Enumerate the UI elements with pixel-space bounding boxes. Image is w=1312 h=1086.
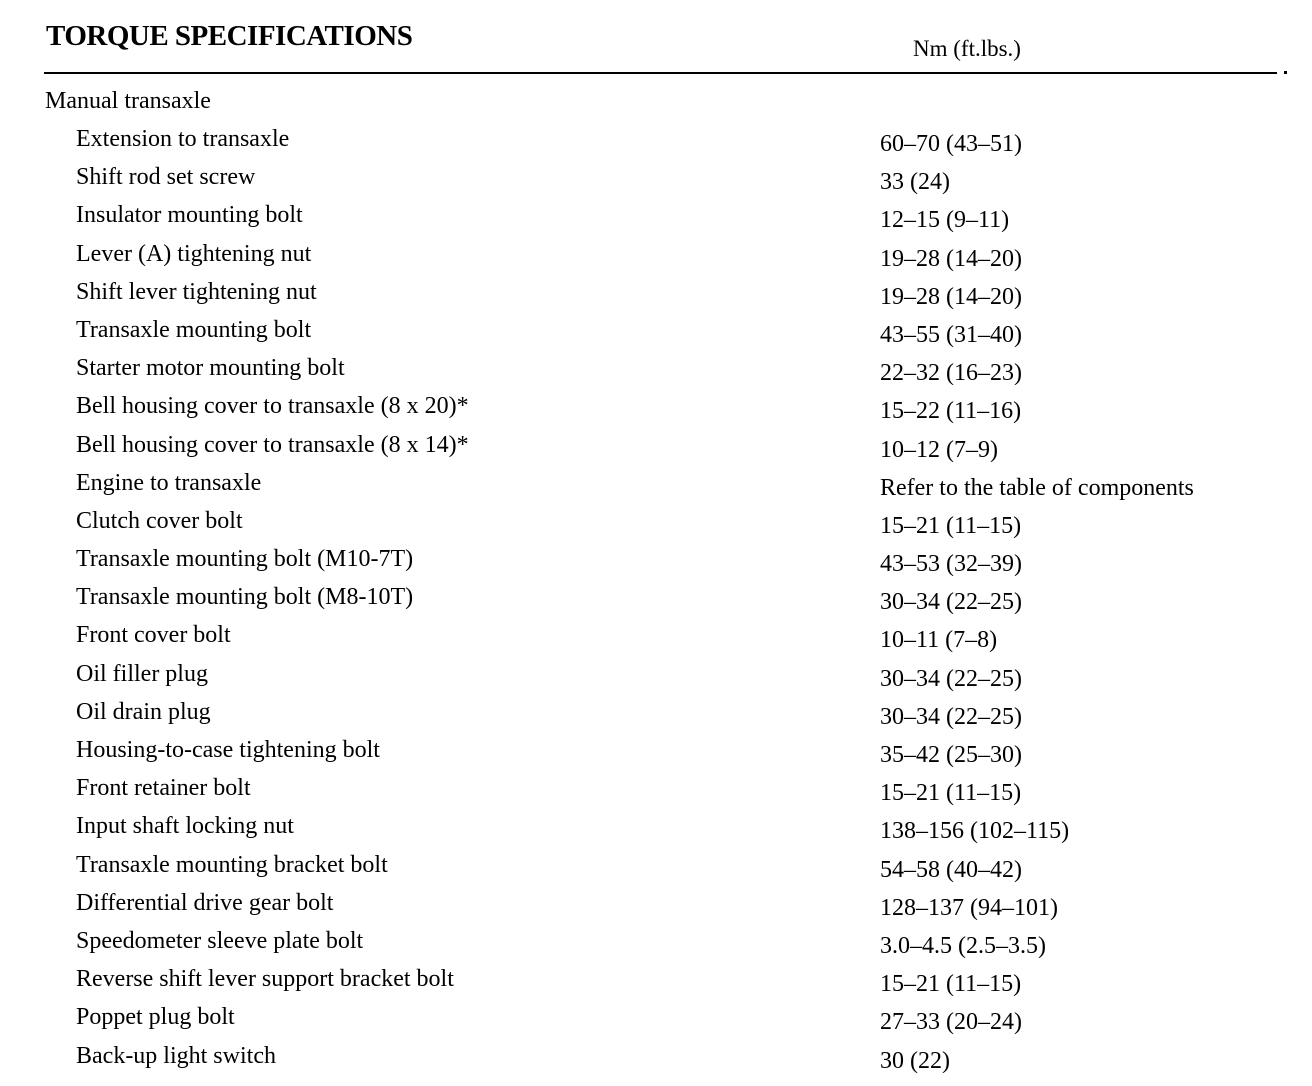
torque-value: 35–42 (25–30) (880, 742, 1022, 768)
torque-value: 27–33 (20–24) (880, 1009, 1022, 1036)
torque-value: 12–15 (9–11) (880, 207, 1010, 234)
torque-value: 43–53 (32–39) (880, 551, 1022, 578)
table-row (0, 508, 1312, 546)
table-row (0, 470, 1312, 508)
torque-value: 60–70 (43–51) (880, 131, 1022, 157)
component-name: Shift rod set screw (76, 164, 256, 191)
component-name: Engine to transaxle (76, 469, 262, 496)
torque-value: 54–58 (40–42) (880, 856, 1022, 883)
torque-value: 30–34 (22–25) (880, 589, 1022, 616)
table-row (0, 852, 1312, 890)
component-name: Front cover bolt (76, 622, 231, 649)
spec-table (0, 126, 1312, 1081)
torque-value: 3.0–4.5 (2.5–3.5) (880, 932, 1046, 959)
component-name: Insulator mounting bolt (76, 202, 303, 229)
component-name: Bell housing cover to transaxle (8 x 14)* (76, 431, 469, 458)
table-row (0, 317, 1312, 355)
torque-value: 19–28 (14–20) (880, 245, 1022, 272)
table-row (0, 1043, 1312, 1081)
table-row (0, 928, 1312, 966)
component-name: Oil drain plug (76, 698, 211, 725)
table-row (0, 355, 1312, 393)
table-row (0, 546, 1312, 584)
table-row (0, 1004, 1312, 1042)
component-name: Differential drive gear bolt (76, 889, 334, 916)
torque-value: 138–156 (102–115) (880, 818, 1070, 845)
torque-value: 15–21 (11–15) (880, 780, 1022, 807)
component-name: Oil filler plug (76, 660, 208, 687)
torque-value: 30 (22) (880, 1047, 950, 1074)
table-row (0, 775, 1312, 813)
torque-value: 43–55 (31–40) (880, 321, 1022, 348)
component-name: Shift lever tightening nut (76, 278, 317, 305)
torque-value: Refer to the table of components (880, 474, 1194, 501)
table-row (0, 622, 1312, 660)
units-column-header: Nm (ft.lbs.) (913, 36, 1021, 61)
component-name: Clutch cover bolt (76, 507, 243, 534)
component-name: Speedometer sleeve plate bolt (76, 927, 364, 954)
divider-end-mark (1284, 71, 1287, 74)
torque-value: 22–32 (16–23) (880, 360, 1022, 387)
component-name: Input shaft locking nut (76, 813, 294, 840)
component-name: Poppet plug bolt (76, 1004, 235, 1031)
table-row (0, 432, 1312, 470)
table-row (0, 966, 1312, 1004)
table-row (0, 661, 1312, 699)
table-row (0, 699, 1312, 737)
torque-value: 15–21 (11–15) (880, 512, 1022, 539)
table-row (0, 393, 1312, 431)
table-row (0, 584, 1312, 622)
component-name: Transaxle mounting bracket bolt (76, 851, 388, 878)
table-row (0, 813, 1312, 851)
page-title: TORQUE SPECIFICATIONS (46, 20, 413, 52)
component-name: Reverse shift lever support bracket bolt (76, 966, 454, 993)
torque-value: 19–28 (14–20) (880, 283, 1022, 310)
table-row (0, 241, 1312, 279)
torque-value: 30–34 (22–25) (880, 703, 1022, 730)
table-row (0, 737, 1312, 775)
torque-value: 10–12 (7–9) (880, 436, 998, 463)
component-name: Transaxle mounting bolt (M8-10T) (76, 584, 414, 611)
torque-value: 128–137 (94–101) (880, 894, 1058, 921)
torque-value: 15–22 (11–16) (880, 398, 1022, 425)
component-name: Transaxle mounting bolt (M10-7T) (76, 546, 414, 573)
component-name: Back-up light switch (76, 1042, 276, 1069)
torque-value: 15–21 (11–15) (880, 971, 1022, 998)
header-divider (44, 72, 1277, 74)
table-row (0, 164, 1312, 202)
component-name: Front retainer bolt (76, 775, 251, 802)
torque-value: 10–11 (7–8) (880, 627, 998, 654)
table-row (0, 279, 1312, 317)
torque-value: 33 (24) (880, 169, 950, 196)
section-heading: Manual transaxle (45, 88, 211, 114)
table-row (0, 126, 1312, 164)
table-row (0, 890, 1312, 928)
component-name: Starter motor mounting bolt (76, 355, 345, 382)
component-name: Lever (A) tightening nut (76, 240, 312, 267)
component-name: Housing-to-case tightening bolt (76, 737, 380, 763)
component-name: Extension to transaxle (76, 126, 290, 152)
component-name: Bell housing cover to transaxle (8 x 20)* (76, 393, 469, 420)
torque-value: 30–34 (22–25) (880, 665, 1022, 692)
component-name: Transaxle mounting bolt (76, 316, 312, 343)
table-row (0, 202, 1312, 240)
